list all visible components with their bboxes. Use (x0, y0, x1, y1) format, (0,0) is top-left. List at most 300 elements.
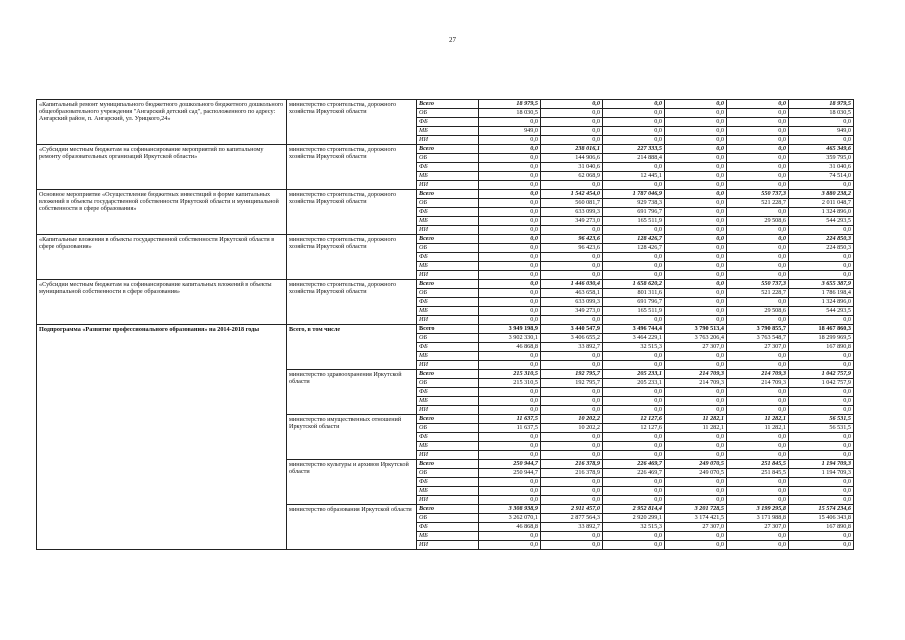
executor-name: министерство имущественных отношений Иркутской области (287, 415, 417, 460)
amount-cell: 0,0 (789, 541, 854, 550)
amount-cell: 0,0 (727, 253, 789, 262)
funding-source: ИИ (417, 406, 479, 415)
funding-source: ИИ (417, 226, 479, 235)
amount-cell: 216 378,9 (541, 469, 603, 478)
amount-cell: 0,0 (603, 181, 665, 190)
amount-cell: 0,0 (665, 388, 727, 397)
funding-source: ОБ (417, 109, 479, 118)
amount-cell: 224 850,3 (789, 235, 854, 244)
amount-cell: 0,0 (479, 316, 541, 325)
funding-source: ИИ (417, 496, 479, 505)
amount-cell: 0,0 (789, 487, 854, 496)
amount-cell: 0,0 (665, 262, 727, 271)
amount-cell: 11 637,5 (479, 415, 541, 424)
amount-cell: 633 099,3 (541, 208, 603, 217)
amount-cell: 165 511,9 (603, 217, 665, 226)
amount-cell: 0,0 (665, 271, 727, 280)
amount-cell: 31 040,6 (789, 163, 854, 172)
amount-cell: 165 511,9 (603, 307, 665, 316)
amount-cell: 192 795,7 (541, 379, 603, 388)
amount-cell: 0,0 (665, 127, 727, 136)
amount-cell: 3 790 513,4 (665, 325, 727, 334)
amount-cell: 0,0 (665, 541, 727, 550)
amount-cell: 0,0 (665, 532, 727, 541)
amount-cell: 0,0 (665, 235, 727, 244)
amount-cell: 3 199 295,8 (727, 505, 789, 514)
amount-cell: 18 979,5 (789, 100, 854, 109)
amount-cell: 0,0 (541, 433, 603, 442)
amount-cell: 0,0 (665, 280, 727, 289)
amount-cell: 1 787 046,9 (603, 190, 665, 199)
amount-cell: 0,0 (665, 451, 727, 460)
amount-cell: 18 467 860,3 (789, 325, 854, 334)
amount-cell: 0,0 (541, 532, 603, 541)
amount-cell: 0,0 (789, 271, 854, 280)
funding-source: ОБ (417, 424, 479, 433)
amount-cell: 0,0 (665, 352, 727, 361)
amount-cell: 0,0 (603, 451, 665, 460)
amount-cell: 216 378,9 (541, 460, 603, 469)
amount-cell: 0,0 (789, 388, 854, 397)
amount-cell: 226 469,7 (603, 460, 665, 469)
executor-name: министерство строительства, дорожного хозяйства Иркутской области (287, 235, 417, 280)
amount-cell: 0,0 (541, 361, 603, 370)
amount-cell: 0,0 (789, 253, 854, 262)
amount-cell: 167 890,8 (789, 523, 854, 532)
funding-source: МБ (417, 352, 479, 361)
amount-cell: 56 531,5 (789, 424, 854, 433)
amount-cell: 128 426,7 (603, 235, 665, 244)
amount-cell: 0,0 (789, 442, 854, 451)
amount-cell: 0,0 (727, 136, 789, 145)
amount-cell: 3 655 387,9 (789, 280, 854, 289)
amount-cell: 691 796,7 (603, 208, 665, 217)
funding-source: МБ (417, 442, 479, 451)
amount-cell: 0,0 (541, 226, 603, 235)
amount-cell: 0,0 (727, 181, 789, 190)
amount-cell: 0,0 (479, 226, 541, 235)
executor-name: Всего, в том числе (287, 325, 417, 370)
amount-cell: 0,0 (603, 487, 665, 496)
amount-cell: 0,0 (727, 145, 789, 154)
table-row (37, 190, 854, 199)
amount-cell: 0,0 (665, 208, 727, 217)
amount-cell: 214 888,4 (603, 154, 665, 163)
amount-cell: 0,0 (789, 406, 854, 415)
amount-cell: 0,0 (541, 316, 603, 325)
funding-source: ОБ (417, 469, 479, 478)
amount-cell: 2 920 299,1 (603, 514, 665, 523)
amount-cell: 3 496 744,4 (603, 325, 665, 334)
amount-cell: 465 349,6 (789, 145, 854, 154)
funding-source: МБ (417, 262, 479, 271)
amount-cell: 0,0 (727, 127, 789, 136)
amount-cell: 0,0 (541, 541, 603, 550)
amount-cell: 0,0 (479, 406, 541, 415)
amount-cell: 0,0 (789, 316, 854, 325)
funding-source: ФБ (417, 478, 479, 487)
amount-cell: 0,0 (665, 316, 727, 325)
amount-cell: 2 011 048,7 (789, 199, 854, 208)
amount-cell: 3 464 229,1 (603, 334, 665, 343)
funding-source: ИИ (417, 361, 479, 370)
amount-cell: 0,0 (479, 190, 541, 199)
amount-cell: 0,0 (479, 388, 541, 397)
amount-cell: 0,0 (665, 217, 727, 226)
amount-cell: 0,0 (479, 154, 541, 163)
amount-cell: 0,0 (479, 235, 541, 244)
amount-cell: 0,0 (727, 262, 789, 271)
amount-cell: 167 890,8 (789, 343, 854, 352)
amount-cell: 10 202,2 (541, 415, 603, 424)
executor-name: министерство строительства, дорожного хозяйства Иркутской области (287, 145, 417, 190)
amount-cell: 249 070,5 (665, 460, 727, 469)
amount-cell: 0,0 (789, 532, 854, 541)
amount-cell: 0,0 (727, 118, 789, 127)
amount-cell: 192 795,7 (541, 370, 603, 379)
amount-cell: 0,0 (541, 127, 603, 136)
amount-cell: 0,0 (789, 478, 854, 487)
amount-cell: 1 446 030,4 (541, 280, 603, 289)
amount-cell: 0,0 (789, 451, 854, 460)
amount-cell: 0,0 (541, 397, 603, 406)
funding-source: ФБ (417, 523, 479, 532)
amount-cell: 0,0 (541, 118, 603, 127)
amount-cell: 33 892,7 (541, 343, 603, 352)
amount-cell: 0,0 (665, 433, 727, 442)
amount-cell: 0,0 (479, 163, 541, 172)
amount-cell: 18 030,5 (479, 109, 541, 118)
amount-cell: 0,0 (727, 226, 789, 235)
amount-cell: 0,0 (479, 298, 541, 307)
amount-cell: 3 406 655,2 (541, 334, 603, 343)
amount-cell: 550 737,3 (727, 280, 789, 289)
amount-cell: 0,0 (727, 496, 789, 505)
amount-cell: 214 709,3 (665, 379, 727, 388)
amount-cell: 0,0 (479, 262, 541, 271)
amount-cell: 0,0 (727, 478, 789, 487)
amount-cell: 215 310,5 (479, 370, 541, 379)
amount-cell: 62 068,9 (541, 172, 603, 181)
amount-cell: 0,0 (541, 253, 603, 262)
amount-cell: 0,0 (541, 451, 603, 460)
amount-cell: 0,0 (603, 136, 665, 145)
amount-cell: 0,0 (479, 253, 541, 262)
amount-cell: 0,0 (665, 406, 727, 415)
amount-cell: 96 423,6 (541, 244, 603, 253)
amount-cell: 0,0 (727, 433, 789, 442)
amount-cell: 3 308 938,9 (479, 505, 541, 514)
amount-cell: 0,0 (789, 181, 854, 190)
amount-cell: 0,0 (665, 136, 727, 145)
amount-cell: 0,0 (479, 217, 541, 226)
amount-cell: 205 233,1 (603, 379, 665, 388)
amount-cell: 0,0 (541, 109, 603, 118)
table-row (37, 100, 854, 109)
amount-cell: 0,0 (603, 226, 665, 235)
amount-cell: 0,0 (603, 361, 665, 370)
amount-cell: 1 194 709,3 (789, 460, 854, 469)
amount-cell: 0,0 (603, 109, 665, 118)
amount-cell: 226 469,7 (603, 469, 665, 478)
amount-cell: 0,0 (727, 109, 789, 118)
amount-cell: 1 786 198,4 (789, 289, 854, 298)
amount-cell: 15 406 343,8 (789, 514, 854, 523)
funding-source: ФБ (417, 343, 479, 352)
amount-cell: 214 709,3 (727, 370, 789, 379)
funding-source: ФБ (417, 253, 479, 262)
amount-cell: 1 542 454,0 (541, 190, 603, 199)
amount-cell: 0,0 (541, 271, 603, 280)
funding-source: Всего (417, 190, 479, 199)
amount-cell: 0,0 (603, 253, 665, 262)
amount-cell: 0,0 (541, 181, 603, 190)
funding-source: ОБ (417, 244, 479, 253)
amount-cell: 0,0 (789, 361, 854, 370)
amount-cell: 1 042 757,9 (789, 379, 854, 388)
amount-cell: 0,0 (665, 109, 727, 118)
amount-cell: 1 658 620,2 (603, 280, 665, 289)
amount-cell: 251 845,5 (727, 469, 789, 478)
amount-cell: 0,0 (479, 307, 541, 316)
funding-source: ФБ (417, 298, 479, 307)
amount-cell: 0,0 (479, 496, 541, 505)
activity-name: «Капитальные вложения в объекты государственной собственности Иркутской области в сфере образования» (37, 235, 287, 280)
amount-cell: 0,0 (541, 442, 603, 451)
amount-cell: 0,0 (727, 172, 789, 181)
amount-cell: 0,0 (479, 199, 541, 208)
amount-cell: 0,0 (727, 163, 789, 172)
amount-cell: 0,0 (479, 145, 541, 154)
amount-cell: 0,0 (789, 496, 854, 505)
amount-cell: 0,0 (603, 442, 665, 451)
amount-cell: 0,0 (603, 100, 665, 109)
funding-source: ФБ (417, 163, 479, 172)
amount-cell: 3 880 238,2 (789, 190, 854, 199)
activity-name: Подпрограмма «Развитие профессионального образования» на 2014-2018 годы (37, 325, 287, 550)
funding-source: ИИ (417, 181, 479, 190)
amount-cell: 0,0 (665, 163, 727, 172)
amount-cell: 0,0 (727, 244, 789, 253)
amount-cell: 0,0 (479, 451, 541, 460)
funding-source: Всего (417, 235, 479, 244)
amount-cell: 214 709,3 (665, 370, 727, 379)
amount-cell: 224 850,3 (789, 244, 854, 253)
amount-cell: 3 171 988,8 (727, 514, 789, 523)
executor-name: министерство культуры и архивов Иркутской области (287, 460, 417, 505)
amount-cell: 11 282,1 (727, 424, 789, 433)
amount-cell: 0,0 (479, 541, 541, 550)
amount-cell: 0,0 (727, 406, 789, 415)
amount-cell: 0,0 (665, 478, 727, 487)
amount-cell: 463 658,1 (541, 289, 603, 298)
funding-source: МБ (417, 127, 479, 136)
amount-cell: 0,0 (541, 478, 603, 487)
activity-name: «Субсидии местным бюджетам на софинансирование мероприятий по капитальному ремонту образовательных организаций Иркутской области» (37, 145, 287, 190)
amount-cell: 0,0 (727, 271, 789, 280)
funding-source: Всего (417, 100, 479, 109)
amount-cell: 0,0 (603, 271, 665, 280)
amount-cell: 2 952 814,4 (603, 505, 665, 514)
funding-source: Всего (417, 460, 479, 469)
amount-cell: 0,0 (665, 397, 727, 406)
amount-cell: 0,0 (665, 496, 727, 505)
amount-cell: 27 307,0 (727, 343, 789, 352)
amount-cell: 0,0 (665, 199, 727, 208)
amount-cell: 359 795,0 (789, 154, 854, 163)
funding-source: МБ (417, 487, 479, 496)
amount-cell: 10 202,2 (541, 424, 603, 433)
amount-cell: 250 944,7 (479, 469, 541, 478)
amount-cell: 0,0 (479, 208, 541, 217)
funding-source: Всего (417, 415, 479, 424)
amount-cell: 46 868,8 (479, 343, 541, 352)
amount-cell: 46 868,8 (479, 523, 541, 532)
amount-cell: 521 228,7 (727, 199, 789, 208)
amount-cell: 251 845,5 (727, 460, 789, 469)
amount-cell: 0,0 (665, 307, 727, 316)
amount-cell: 0,0 (603, 118, 665, 127)
amount-cell: 691 796,7 (603, 298, 665, 307)
amount-cell: 0,0 (665, 145, 727, 154)
executor-name: министерство здравоохранения Иркутской области (287, 370, 417, 415)
amount-cell: 0,0 (603, 352, 665, 361)
table-row (37, 235, 854, 244)
funding-source: ОБ (417, 514, 479, 523)
amount-cell: 3 174 421,5 (665, 514, 727, 523)
funding-source: ИИ (417, 451, 479, 460)
amount-cell: 0,0 (665, 172, 727, 181)
page-number: 27 (449, 36, 456, 44)
amount-cell: 1 324 896,0 (789, 298, 854, 307)
budget-table (36, 99, 854, 550)
amount-cell: 12 127,6 (603, 415, 665, 424)
amount-cell: 12 445,1 (603, 172, 665, 181)
amount-cell: 0,0 (665, 154, 727, 163)
amount-cell: 33 892,7 (541, 523, 603, 532)
amount-cell: 249 070,5 (665, 469, 727, 478)
amount-cell: 0,0 (603, 397, 665, 406)
funding-source: ОБ (417, 334, 479, 343)
amount-cell: 3 262 070,1 (479, 514, 541, 523)
amount-cell: 11 282,1 (727, 415, 789, 424)
amount-cell: 0,0 (479, 478, 541, 487)
amount-cell: 1 042 757,9 (789, 370, 854, 379)
amount-cell: 11 637,5 (479, 424, 541, 433)
amount-cell: 521 228,7 (727, 289, 789, 298)
amount-cell: 0,0 (603, 532, 665, 541)
amount-cell: 0,0 (727, 235, 789, 244)
activity-name: Основное мероприятие «Осуществление бюджетных инвестиций в форме капитальных вложений в объекты государственной собственности Иркутской области и муниципальной собственности в сфере образования» (37, 190, 287, 235)
amount-cell: 29 508,6 (727, 307, 789, 316)
executor-name: министерство строительства, дорожного хозяйства Иркутской области (287, 100, 417, 145)
amount-cell: 0,0 (665, 226, 727, 235)
amount-cell: 0,0 (727, 154, 789, 163)
amount-cell: 215 310,5 (479, 379, 541, 388)
amount-cell: 0,0 (541, 388, 603, 397)
amount-cell: 0,0 (603, 406, 665, 415)
amount-cell: 0,0 (541, 406, 603, 415)
amount-cell: 0,0 (727, 442, 789, 451)
amount-cell: 0,0 (665, 289, 727, 298)
amount-cell: 0,0 (789, 352, 854, 361)
amount-cell: 32 515,3 (603, 523, 665, 532)
funding-source: ИИ (417, 136, 479, 145)
amount-cell: 0,0 (479, 532, 541, 541)
amount-cell: 0,0 (727, 397, 789, 406)
amount-cell: 0,0 (603, 541, 665, 550)
amount-cell: 0,0 (603, 316, 665, 325)
amount-cell: 801 311,6 (603, 289, 665, 298)
amount-cell: 15 574 234,6 (789, 505, 854, 514)
amount-cell: 128 426,7 (603, 244, 665, 253)
funding-source: Всего (417, 280, 479, 289)
amount-cell: 0,0 (727, 532, 789, 541)
amount-cell: 0,0 (665, 244, 727, 253)
amount-cell: 18 299 969,5 (789, 334, 854, 343)
amount-cell: 0,0 (541, 262, 603, 271)
amount-cell: 205 233,1 (603, 370, 665, 379)
amount-cell: 0,0 (789, 226, 854, 235)
funding-source: Всего (417, 505, 479, 514)
executor-name: министерство образования Иркутской области (287, 505, 417, 550)
amount-cell: 18 030,5 (789, 109, 854, 118)
amount-cell: 0,0 (665, 190, 727, 199)
amount-cell: 11 282,1 (665, 415, 727, 424)
budget-table-body (37, 100, 854, 550)
amount-cell: 0,0 (603, 127, 665, 136)
amount-cell: 0,0 (789, 433, 854, 442)
amount-cell: 0,0 (789, 397, 854, 406)
funding-source: МБ (417, 532, 479, 541)
amount-cell: 0,0 (541, 496, 603, 505)
amount-cell: 0,0 (727, 451, 789, 460)
amount-cell: 29 508,6 (727, 217, 789, 226)
amount-cell: 3 763 206,4 (665, 334, 727, 343)
amount-cell: 0,0 (603, 478, 665, 487)
amount-cell: 0,0 (727, 208, 789, 217)
amount-cell: 0,0 (479, 487, 541, 496)
amount-cell: 0,0 (727, 541, 789, 550)
amount-cell: 0,0 (479, 136, 541, 145)
funding-source: ФБ (417, 433, 479, 442)
executor-name: министерство строительства, дорожного хозяйства Иркутской области (287, 190, 417, 235)
amount-cell: 0,0 (789, 262, 854, 271)
amount-cell: 2 877 564,3 (541, 514, 603, 523)
amount-cell: 27 307,0 (665, 343, 727, 352)
funding-source: ФБ (417, 118, 479, 127)
amount-cell: 0,0 (541, 352, 603, 361)
amount-cell: 0,0 (603, 163, 665, 172)
amount-cell: 0,0 (727, 388, 789, 397)
amount-cell: 1 324 896,0 (789, 208, 854, 217)
amount-cell: 12 127,6 (603, 424, 665, 433)
funding-source: МБ (417, 307, 479, 316)
funding-source: ИИ (417, 541, 479, 550)
amount-cell: 3 902 330,1 (479, 334, 541, 343)
amount-cell: 11 282,1 (665, 424, 727, 433)
amount-cell: 0,0 (665, 100, 727, 109)
amount-cell: 0,0 (603, 496, 665, 505)
amount-cell: 250 944,7 (479, 460, 541, 469)
funding-source: МБ (417, 217, 479, 226)
amount-cell: 214 709,3 (727, 379, 789, 388)
amount-cell: 0,0 (479, 442, 541, 451)
funding-source: Всего (417, 370, 479, 379)
amount-cell: 0,0 (479, 280, 541, 289)
amount-cell: 633 099,3 (541, 298, 603, 307)
amount-cell: 2 911 457,0 (541, 505, 603, 514)
